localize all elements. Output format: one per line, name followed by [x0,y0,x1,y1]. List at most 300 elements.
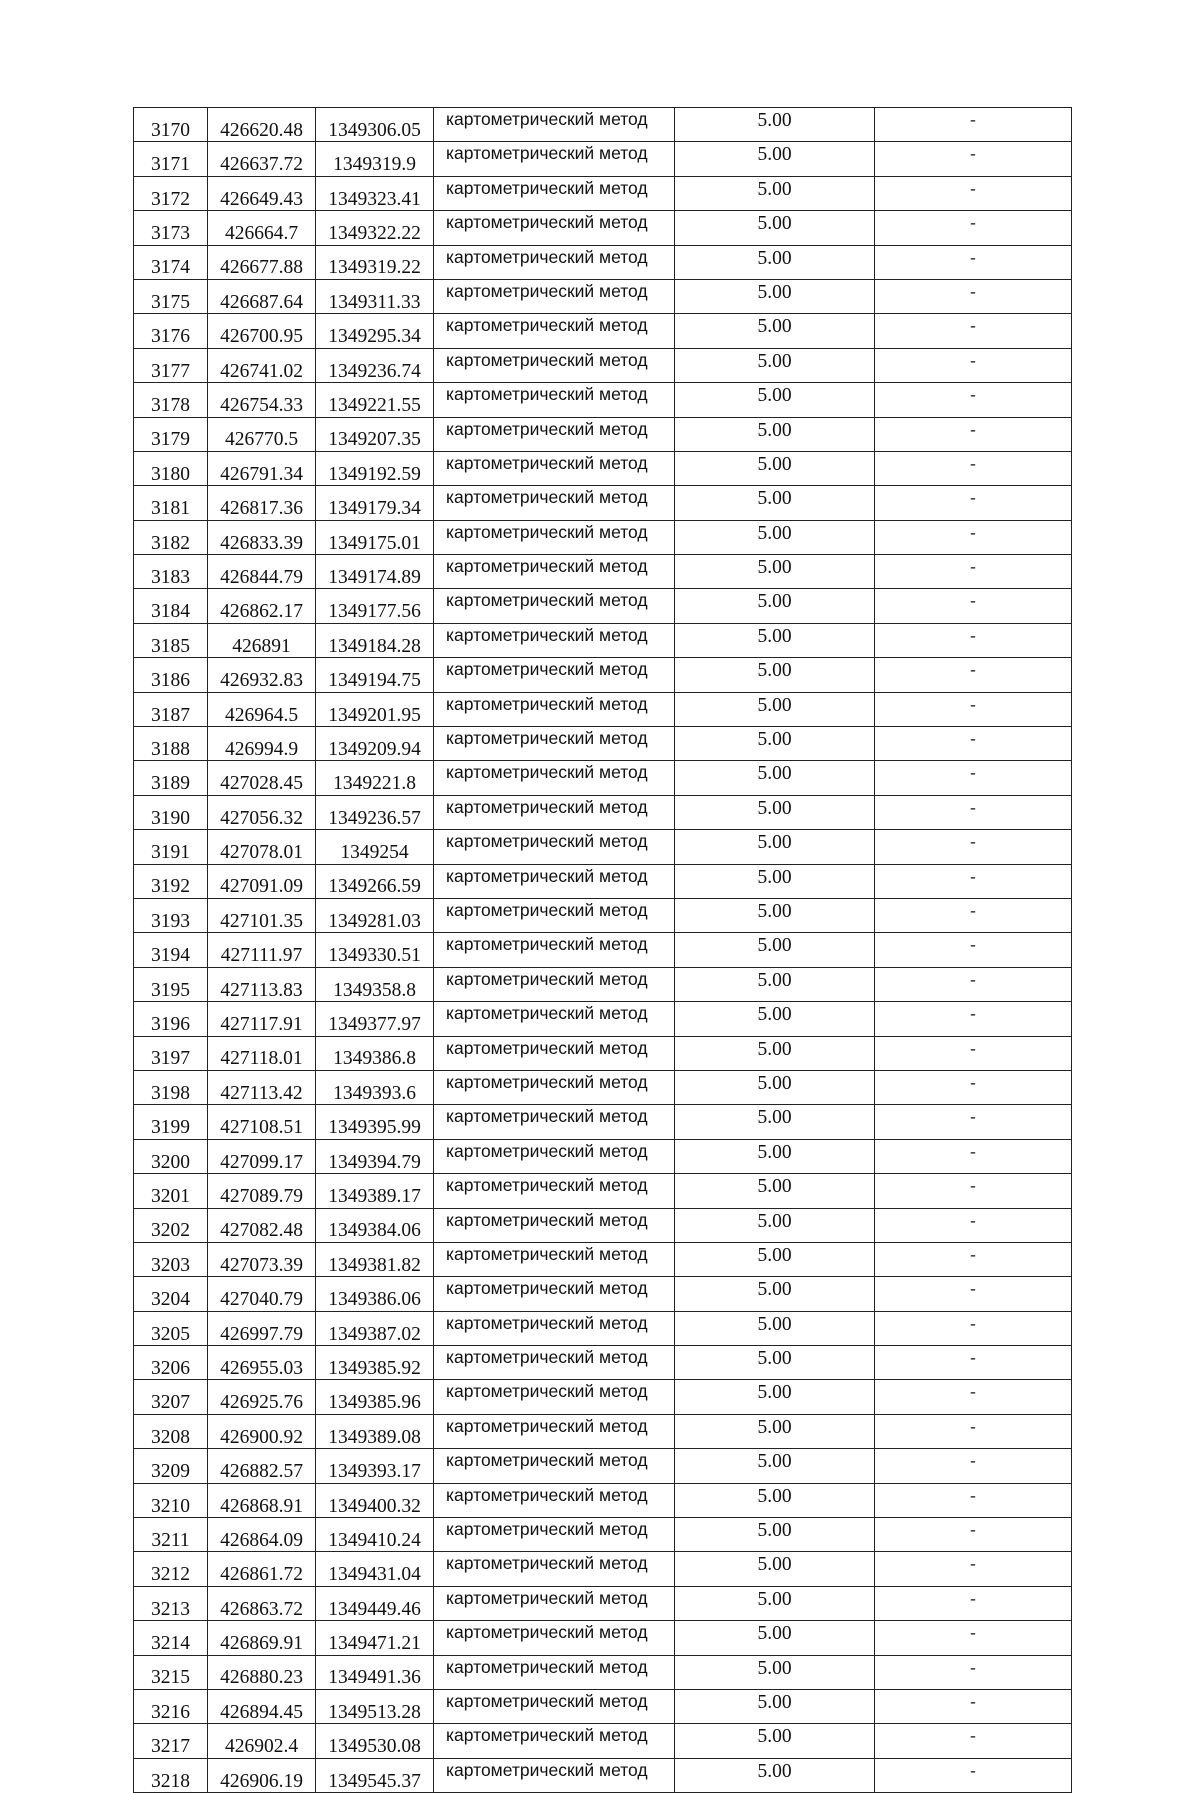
note-cell: - [875,658,1072,692]
note-cell: - [875,142,1072,176]
table-row [134,1621,1072,1655]
point-number-cell: 3173 [134,211,208,245]
accuracy-cell: 5.00 [675,727,875,761]
x-coordinate-cell: 426664.7 [208,211,316,245]
table-row [134,727,1072,761]
table-row [134,1346,1072,1380]
x-coordinate-cell: 426817.36 [208,486,316,520]
y-coordinate-cell: 1349254 [316,830,434,864]
y-coordinate-cell: 1349330.51 [316,933,434,967]
point-number-cell: 3174 [134,245,208,279]
y-coordinate-cell: 1349377.97 [316,1002,434,1036]
table-row [134,1105,1072,1139]
y-coordinate-cell: 1349389.08 [316,1414,434,1448]
accuracy-cell: 5.00 [675,108,875,142]
method-cell: картометрический метод [434,211,675,245]
table-row [134,1139,1072,1173]
table-row [134,658,1072,692]
note-cell: - [875,1621,1072,1655]
accuracy-cell: 5.00 [675,1621,875,1655]
y-coordinate-cell: 1349311.33 [316,279,434,313]
method-cell: картометрический метод [434,1758,675,1792]
x-coordinate-cell: 427089.79 [208,1174,316,1208]
point-number-cell: 3208 [134,1414,208,1448]
accuracy-cell: 5.00 [675,830,875,864]
x-coordinate-cell: 426861.72 [208,1552,316,1586]
method-cell: картометрический метод [434,658,675,692]
table-row [134,211,1072,245]
method-cell: картометрический метод [434,1689,675,1723]
table-row [134,1586,1072,1620]
table-row [134,1380,1072,1414]
x-coordinate-cell: 426791.34 [208,451,316,485]
point-number-cell: 3197 [134,1036,208,1070]
point-number-cell: 3193 [134,898,208,932]
note-cell: - [875,1758,1072,1792]
note-cell: - [875,898,1072,932]
point-number-cell: 3216 [134,1689,208,1723]
table-row [134,1689,1072,1723]
accuracy-cell: 5.00 [675,1758,875,1792]
table-row [134,864,1072,898]
note-cell: - [875,176,1072,210]
x-coordinate-cell: 427099.17 [208,1139,316,1173]
point-number-cell: 3201 [134,1174,208,1208]
note-cell: - [875,830,1072,864]
x-coordinate-cell: 426994.9 [208,727,316,761]
y-coordinate-cell: 1349358.8 [316,967,434,1001]
y-coordinate-cell: 1349177.56 [316,589,434,623]
table-row [134,1483,1072,1517]
table-row [134,1758,1072,1792]
note-cell: - [875,1449,1072,1483]
accuracy-cell: 5.00 [675,417,875,451]
point-number-cell: 3190 [134,795,208,829]
method-cell: картометрический метод [434,1105,675,1139]
point-number-cell: 3217 [134,1724,208,1758]
x-coordinate-cell: 427091.09 [208,864,316,898]
table-row [134,486,1072,520]
method-cell: картометрический метод [434,1277,675,1311]
point-number-cell: 3182 [134,520,208,554]
table-row [134,1655,1072,1689]
y-coordinate-cell: 1349201.95 [316,692,434,726]
y-coordinate-cell: 1349192.59 [316,451,434,485]
accuracy-cell: 5.00 [675,211,875,245]
point-number-cell: 3186 [134,658,208,692]
table-row [134,451,1072,485]
method-cell: картометрический метод [434,108,675,142]
note-cell: - [875,1655,1072,1689]
point-number-cell: 3188 [134,727,208,761]
x-coordinate-cell: 426932.83 [208,658,316,692]
point-number-cell: 3192 [134,864,208,898]
method-cell: картометрический метод [434,1518,675,1552]
x-coordinate-cell: 427118.01 [208,1036,316,1070]
table-row [134,1414,1072,1448]
y-coordinate-cell: 1349394.79 [316,1139,434,1173]
accuracy-cell: 5.00 [675,967,875,1001]
x-coordinate-cell: 426869.91 [208,1621,316,1655]
y-coordinate-cell: 1349385.96 [316,1380,434,1414]
method-cell: картометрический метод [434,1002,675,1036]
accuracy-cell: 5.00 [675,1552,875,1586]
note-cell: - [875,623,1072,657]
note-cell: - [875,108,1072,142]
table-row [134,692,1072,726]
note-cell: - [875,1586,1072,1620]
point-number-cell: 3187 [134,692,208,726]
y-coordinate-cell: 1349281.03 [316,898,434,932]
point-number-cell: 3176 [134,314,208,348]
table-row [134,279,1072,313]
method-cell: картометрический метод [434,1552,675,1586]
method-cell: картометрический метод [434,486,675,520]
accuracy-cell: 5.00 [675,692,875,726]
y-coordinate-cell: 1349319.9 [316,142,434,176]
table-row [134,830,1072,864]
method-cell: картометрический метод [434,1208,675,1242]
table-row [134,1002,1072,1036]
note-cell: - [875,1346,1072,1380]
accuracy-cell: 5.00 [675,1277,875,1311]
method-cell: картометрический метод [434,1655,675,1689]
method-cell: картометрический метод [434,623,675,657]
coordinates-table [133,107,1072,1793]
x-coordinate-cell: 426687.64 [208,279,316,313]
point-number-cell: 3195 [134,967,208,1001]
point-number-cell: 3183 [134,555,208,589]
y-coordinate-cell: 1349395.99 [316,1105,434,1139]
note-cell: - [875,933,1072,967]
y-coordinate-cell: 1349323.41 [316,176,434,210]
note-cell: - [875,1208,1072,1242]
accuracy-cell: 5.00 [675,1242,875,1276]
x-coordinate-cell: 426770.5 [208,417,316,451]
note-cell: - [875,1414,1072,1448]
note-cell: - [875,555,1072,589]
x-coordinate-cell: 427028.45 [208,761,316,795]
accuracy-cell: 5.00 [675,348,875,382]
note-cell: - [875,1552,1072,1586]
accuracy-cell: 5.00 [675,1689,875,1723]
x-coordinate-cell: 426997.79 [208,1311,316,1345]
y-coordinate-cell: 1349175.01 [316,520,434,554]
y-coordinate-cell: 1349236.57 [316,795,434,829]
table-body [134,108,1072,1793]
x-coordinate-cell: 426925.76 [208,1380,316,1414]
note-cell: - [875,1380,1072,1414]
method-cell: картометрический метод [434,1139,675,1173]
point-number-cell: 3203 [134,1242,208,1276]
table-row [134,1036,1072,1070]
note-cell: - [875,967,1072,1001]
accuracy-cell: 5.00 [675,1208,875,1242]
x-coordinate-cell: 426906.19 [208,1758,316,1792]
accuracy-cell: 5.00 [675,245,875,279]
y-coordinate-cell: 1349400.32 [316,1483,434,1517]
accuracy-cell: 5.00 [675,1449,875,1483]
y-coordinate-cell: 1349381.82 [316,1242,434,1276]
table-row [134,314,1072,348]
note-cell: - [875,864,1072,898]
table-row [134,1724,1072,1758]
method-cell: картометрический метод [434,451,675,485]
note-cell: - [875,1139,1072,1173]
accuracy-cell: 5.00 [675,658,875,692]
method-cell: картометрический метод [434,417,675,451]
point-number-cell: 3207 [134,1380,208,1414]
accuracy-cell: 5.00 [675,1483,875,1517]
method-cell: картометрический метод [434,830,675,864]
point-number-cell: 3194 [134,933,208,967]
point-number-cell: 3181 [134,486,208,520]
accuracy-cell: 5.00 [675,1036,875,1070]
point-number-cell: 3198 [134,1070,208,1104]
x-coordinate-cell: 426833.39 [208,520,316,554]
y-coordinate-cell: 1349386.8 [316,1036,434,1070]
note-cell: - [875,383,1072,417]
accuracy-cell: 5.00 [675,1174,875,1208]
method-cell: картометрический метод [434,864,675,898]
accuracy-cell: 5.00 [675,1724,875,1758]
method-cell: картометрический метод [434,142,675,176]
x-coordinate-cell: 426894.45 [208,1689,316,1723]
point-number-cell: 3175 [134,279,208,313]
x-coordinate-cell: 426677.88 [208,245,316,279]
point-number-cell: 3213 [134,1586,208,1620]
note-cell: - [875,486,1072,520]
y-coordinate-cell: 1349209.94 [316,727,434,761]
table-row [134,176,1072,210]
table-row [134,795,1072,829]
y-coordinate-cell: 1349322.22 [316,211,434,245]
y-coordinate-cell: 1349236.74 [316,348,434,382]
note-cell: - [875,727,1072,761]
table-row [134,933,1072,967]
accuracy-cell: 5.00 [675,520,875,554]
method-cell: картометрический метод [434,761,675,795]
point-number-cell: 3199 [134,1105,208,1139]
accuracy-cell: 5.00 [675,1311,875,1345]
table-row [134,1552,1072,1586]
point-number-cell: 3218 [134,1758,208,1792]
table-row [134,417,1072,451]
note-cell: - [875,1277,1072,1311]
accuracy-cell: 5.00 [675,1414,875,1448]
y-coordinate-cell: 1349386.06 [316,1277,434,1311]
point-number-cell: 3191 [134,830,208,864]
method-cell: картометрический метод [434,1414,675,1448]
method-cell: картометрический метод [434,589,675,623]
method-cell: картометрический метод [434,1036,675,1070]
x-coordinate-cell: 427117.91 [208,1002,316,1036]
table-row [134,1518,1072,1552]
note-cell: - [875,761,1072,795]
method-cell: картометрический метод [434,520,675,554]
point-number-cell: 3170 [134,108,208,142]
accuracy-cell: 5.00 [675,314,875,348]
note-cell: - [875,417,1072,451]
accuracy-cell: 5.00 [675,1070,875,1104]
x-coordinate-cell: 427078.01 [208,830,316,864]
point-number-cell: 3214 [134,1621,208,1655]
point-number-cell: 3200 [134,1139,208,1173]
method-cell: картометрический метод [434,279,675,313]
note-cell: - [875,1689,1072,1723]
table-row [134,1174,1072,1208]
y-coordinate-cell: 1349207.35 [316,417,434,451]
x-coordinate-cell: 426880.23 [208,1655,316,1689]
note-cell: - [875,1242,1072,1276]
y-coordinate-cell: 1349194.75 [316,658,434,692]
point-number-cell: 3209 [134,1449,208,1483]
y-coordinate-cell: 1349184.28 [316,623,434,657]
x-coordinate-cell: 426964.5 [208,692,316,726]
method-cell: картометрический метод [434,933,675,967]
y-coordinate-cell: 1349431.04 [316,1552,434,1586]
method-cell: картометрический метод [434,1380,675,1414]
note-cell: - [875,348,1072,382]
method-cell: картометрический метод [434,1724,675,1758]
method-cell: картометрический метод [434,1174,675,1208]
accuracy-cell: 5.00 [675,898,875,932]
note-cell: - [875,520,1072,554]
y-coordinate-cell: 1349393.6 [316,1070,434,1104]
point-number-cell: 3171 [134,142,208,176]
note-cell: - [875,1002,1072,1036]
note-cell: - [875,1483,1072,1517]
x-coordinate-cell: 427073.39 [208,1242,316,1276]
method-cell: картометрический метод [434,795,675,829]
method-cell: картометрический метод [434,383,675,417]
x-coordinate-cell: 426891 [208,623,316,657]
x-coordinate-cell: 427101.35 [208,898,316,932]
y-coordinate-cell: 1349393.17 [316,1449,434,1483]
x-coordinate-cell: 426700.95 [208,314,316,348]
table-row [134,1277,1072,1311]
accuracy-cell: 5.00 [675,933,875,967]
method-cell: картометрический метод [434,727,675,761]
table-row [134,898,1072,932]
accuracy-cell: 5.00 [675,142,875,176]
table-row [134,108,1072,142]
note-cell: - [875,1724,1072,1758]
x-coordinate-cell: 427111.97 [208,933,316,967]
y-coordinate-cell: 1349385.92 [316,1346,434,1380]
x-coordinate-cell: 426902.4 [208,1724,316,1758]
table-row [134,1070,1072,1104]
table-row [134,348,1072,382]
accuracy-cell: 5.00 [675,623,875,657]
method-cell: картометрический метод [434,555,675,589]
method-cell: картометрический метод [434,1346,675,1380]
x-coordinate-cell: 426955.03 [208,1346,316,1380]
method-cell: картометрический метод [434,245,675,279]
y-coordinate-cell: 1349471.21 [316,1621,434,1655]
point-number-cell: 3184 [134,589,208,623]
x-coordinate-cell: 426637.72 [208,142,316,176]
point-number-cell: 3215 [134,1655,208,1689]
accuracy-cell: 5.00 [675,1105,875,1139]
method-cell: картометрический метод [434,1586,675,1620]
x-coordinate-cell: 426863.72 [208,1586,316,1620]
point-number-cell: 3204 [134,1277,208,1311]
y-coordinate-cell: 1349384.06 [316,1208,434,1242]
x-coordinate-cell: 426754.33 [208,383,316,417]
point-number-cell: 3177 [134,348,208,382]
y-coordinate-cell: 1349389.17 [316,1174,434,1208]
note-cell: - [875,795,1072,829]
point-number-cell: 3178 [134,383,208,417]
note-cell: - [875,1311,1072,1345]
table-row [134,967,1072,1001]
table-row [134,1242,1072,1276]
y-coordinate-cell: 1349174.89 [316,555,434,589]
x-coordinate-cell: 427113.42 [208,1070,316,1104]
note-cell: - [875,589,1072,623]
table-row [134,142,1072,176]
point-number-cell: 3205 [134,1311,208,1345]
accuracy-cell: 5.00 [675,176,875,210]
x-coordinate-cell: 427108.51 [208,1105,316,1139]
accuracy-cell: 5.00 [675,1586,875,1620]
table-row [134,761,1072,795]
accuracy-cell: 5.00 [675,383,875,417]
accuracy-cell: 5.00 [675,864,875,898]
point-number-cell: 3210 [134,1483,208,1517]
y-coordinate-cell: 1349449.46 [316,1586,434,1620]
table-row [134,589,1072,623]
y-coordinate-cell: 1349530.08 [316,1724,434,1758]
method-cell: картометрический метод [434,967,675,1001]
y-coordinate-cell: 1349410.24 [316,1518,434,1552]
y-coordinate-cell: 1349513.28 [316,1689,434,1723]
accuracy-cell: 5.00 [675,761,875,795]
accuracy-cell: 5.00 [675,451,875,485]
point-number-cell: 3172 [134,176,208,210]
table-row [134,1449,1072,1483]
method-cell: картометрический метод [434,1621,675,1655]
note-cell: - [875,1518,1072,1552]
x-coordinate-cell: 427056.32 [208,795,316,829]
method-cell: картометрический метод [434,1483,675,1517]
method-cell: картометрический метод [434,1070,675,1104]
note-cell: - [875,451,1072,485]
point-number-cell: 3212 [134,1552,208,1586]
point-number-cell: 3196 [134,1002,208,1036]
x-coordinate-cell: 426620.48 [208,108,316,142]
x-coordinate-cell: 426844.79 [208,555,316,589]
note-cell: - [875,692,1072,726]
point-number-cell: 3189 [134,761,208,795]
y-coordinate-cell: 1349295.34 [316,314,434,348]
x-coordinate-cell: 426900.92 [208,1414,316,1448]
accuracy-cell: 5.00 [675,486,875,520]
note-cell: - [875,211,1072,245]
accuracy-cell: 5.00 [675,1380,875,1414]
x-coordinate-cell: 426882.57 [208,1449,316,1483]
method-cell: картометрический метод [434,1311,675,1345]
table-row [134,1311,1072,1345]
y-coordinate-cell: 1349221.8 [316,761,434,795]
table-row [134,520,1072,554]
method-cell: картометрический метод [434,1449,675,1483]
note-cell: - [875,1105,1072,1139]
y-coordinate-cell: 1349266.59 [316,864,434,898]
accuracy-cell: 5.00 [675,1002,875,1036]
y-coordinate-cell: 1349179.34 [316,486,434,520]
